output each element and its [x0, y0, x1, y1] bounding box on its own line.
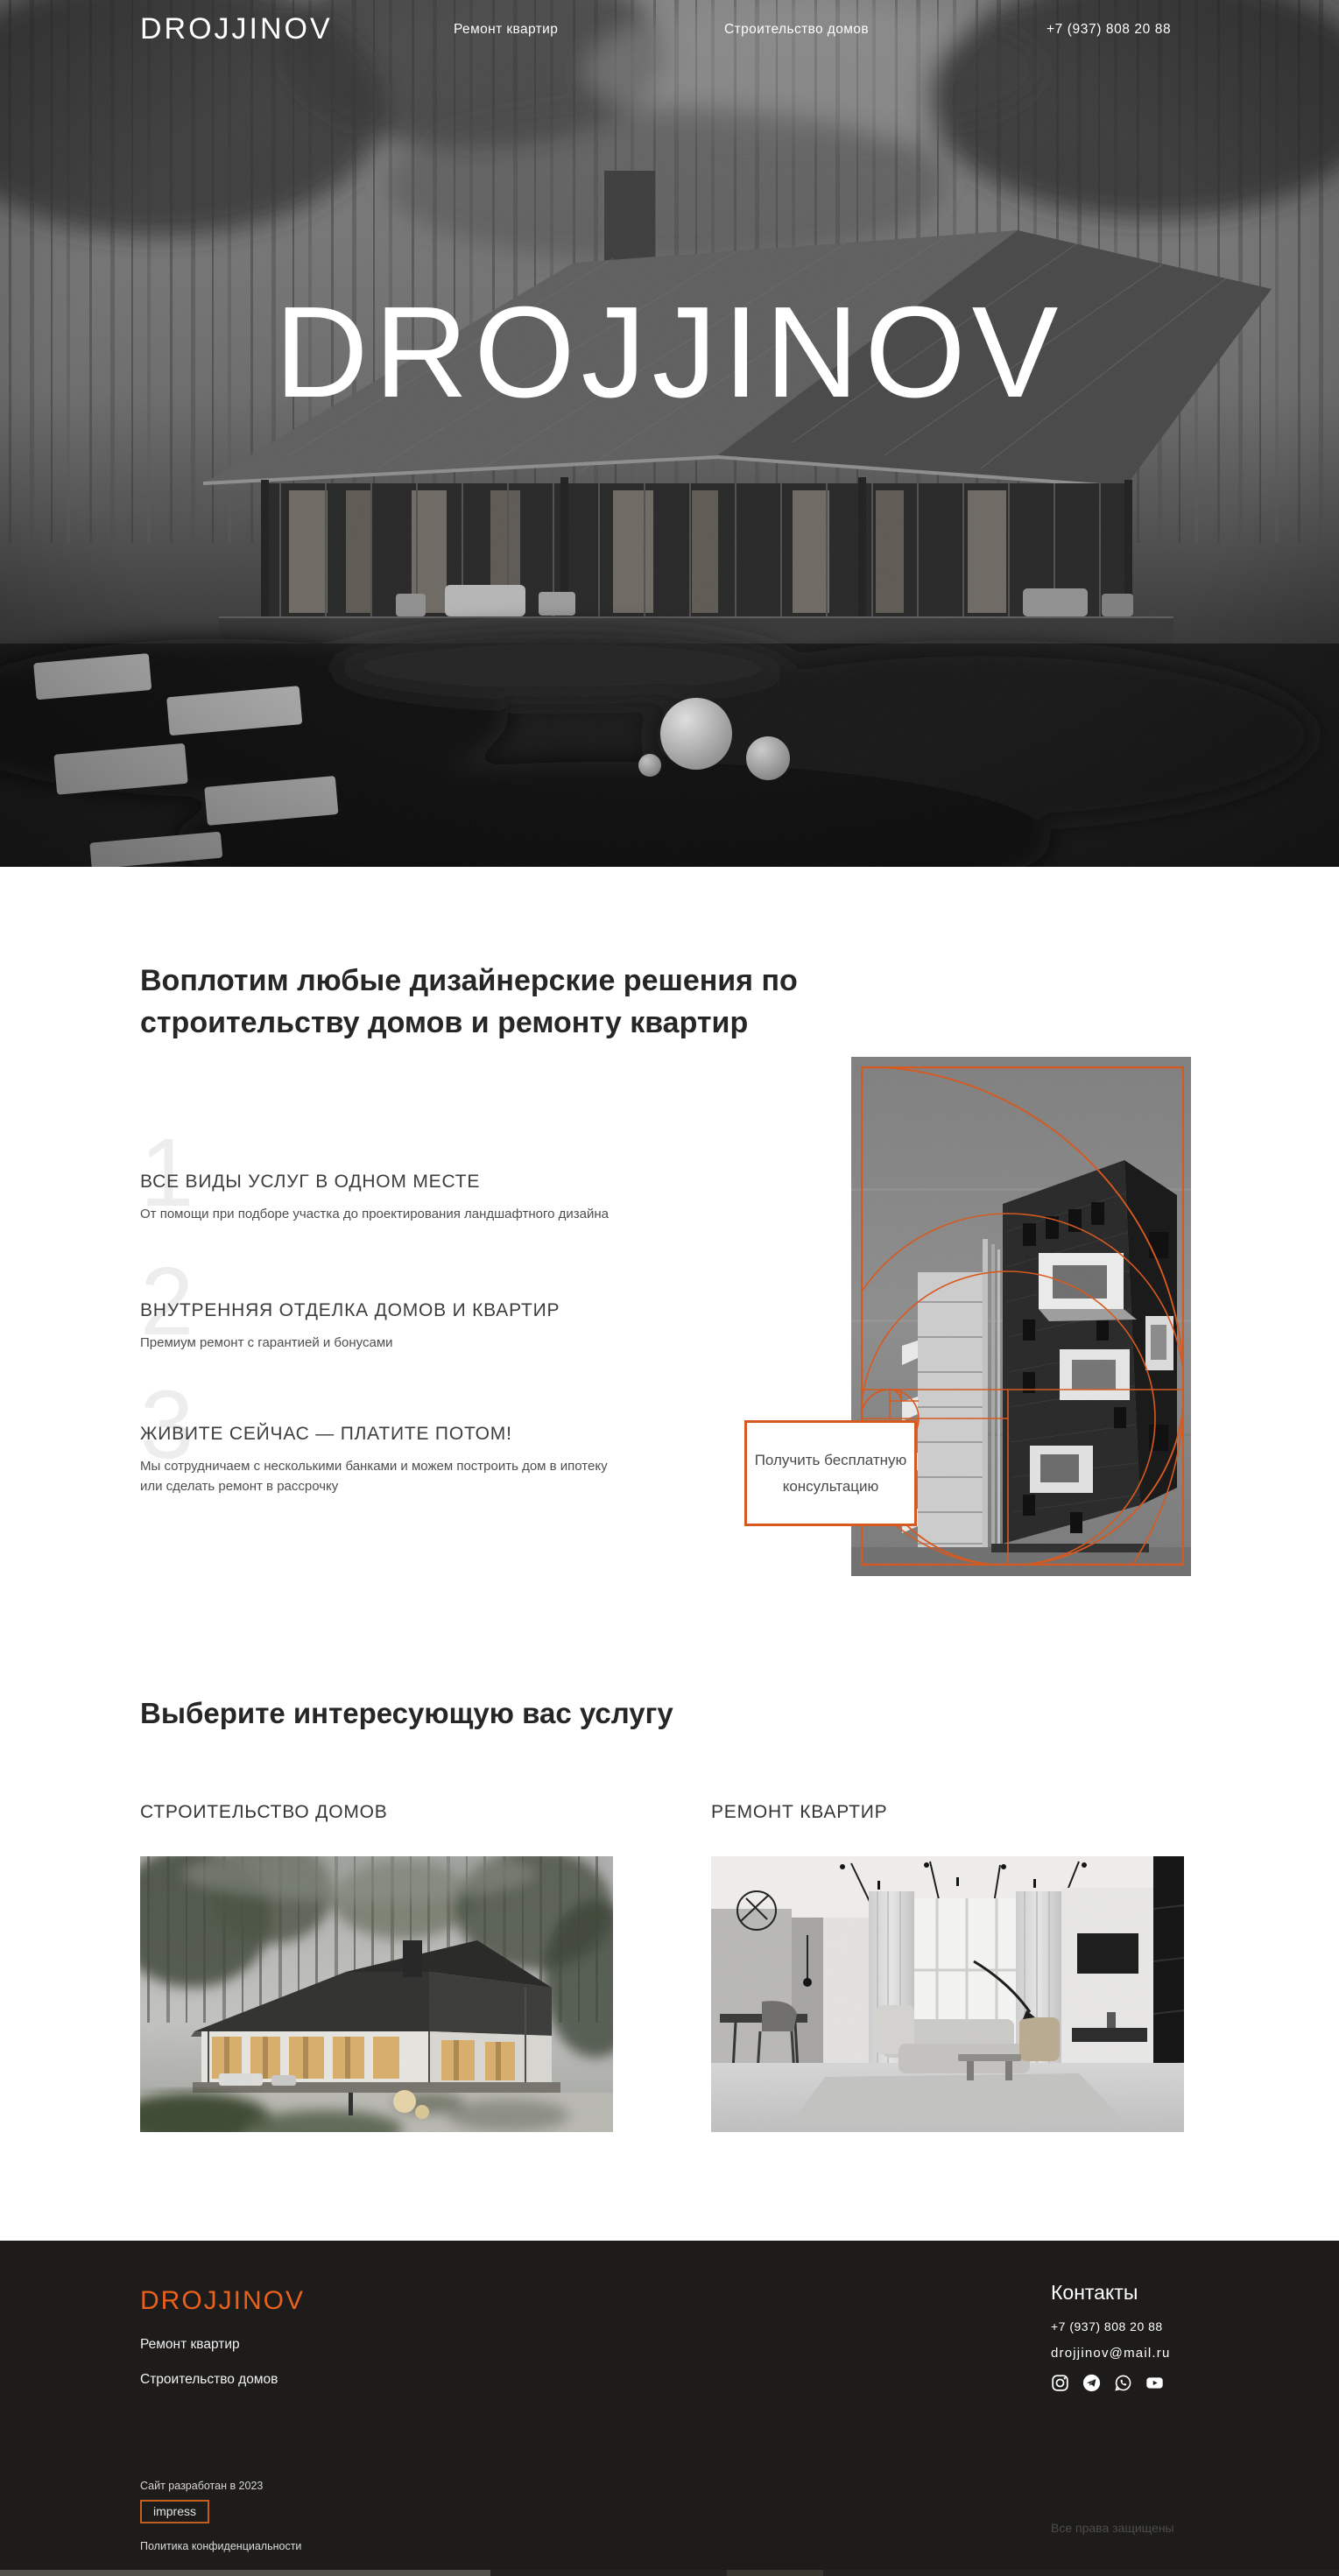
- feature-text: Премиум ремонт с гарантией и бонусами: [140, 1335, 393, 1350]
- scrollbar-thumb[interactable]: [0, 2570, 490, 2576]
- feature-text: От помощи при подборе участка до проектирования ландшафтного дизайна: [140, 1207, 610, 1221]
- privacy-policy-link[interactable]: Политика конфиденциальности: [140, 2540, 302, 2552]
- hero-title: DROJJINOV: [274, 280, 1065, 425]
- scrollbar-segment: [727, 2570, 823, 2576]
- service-card-label-remont[interactable]: РЕМОНТ КВАРТИР: [711, 1802, 888, 1822]
- telegram-icon[interactable]: [1082, 2374, 1101, 2392]
- youtube-icon[interactable]: [1145, 2374, 1164, 2392]
- footer: [0, 2241, 1339, 2576]
- header: [0, 0, 1339, 61]
- header-phone[interactable]: +7 (937) 808 20 88: [1047, 22, 1172, 37]
- horizontal-scrollbar[interactable]: [0, 2570, 1339, 2576]
- rights-text: Все права защищены: [1051, 2521, 1174, 2535]
- footer-link-remont[interactable]: Ремонт квартир: [140, 2337, 240, 2352]
- footer-developed-text: Сайт разработан в 2023: [140, 2480, 264, 2492]
- feature-title: ЖИВИТЕ СЕЙЧАС — ПЛАТИТЕ ПОТОМ!: [140, 1424, 512, 1444]
- service-card-label-stroitelstvo[interactable]: СТРОИТЕЛЬСТВО ДОМОВ: [140, 1802, 388, 1822]
- feature-number: 2: [140, 1248, 194, 1355]
- footer-social-icons: [1051, 2374, 1164, 2392]
- header-logo: DROJJINOV: [140, 12, 333, 46]
- feature-text: Мы сотрудничаем с несколькими банками и можем построить дом в ипотеку или сделать ремонт в рассрочку: [140, 1459, 608, 1494]
- footer-contacts-heading: Контакты: [1051, 2281, 1138, 2304]
- nav-link-remont[interactable]: Ремонт квартир: [454, 22, 559, 37]
- footer-phone[interactable]: +7 (937) 808 20 88: [1051, 2319, 1163, 2333]
- instagram-icon[interactable]: [1051, 2374, 1069, 2392]
- nav-link-stroy[interactable]: Строительство домов: [724, 22, 869, 37]
- service-card-house-photo[interactable]: [140, 1856, 613, 2132]
- footer-link-stroy[interactable]: Строительство домов: [140, 2372, 278, 2387]
- hero-house-image: [0, 0, 1339, 867]
- feature-item: [140, 1119, 701, 1227]
- free-consultation-button[interactable]: Получить бесплатную консультацию: [744, 1420, 917, 1526]
- whatsapp-icon[interactable]: [1114, 2374, 1132, 2392]
- impress-badge[interactable]: impress: [140, 2500, 209, 2523]
- service-card-interior-photo[interactable]: [711, 1856, 1184, 2132]
- footer-logo: DROJJINOV: [140, 2286, 306, 2315]
- feature-item: [140, 1248, 701, 1355]
- hero-section: [0, 0, 1339, 867]
- feature-number: 3: [140, 1371, 194, 1479]
- footer-email[interactable]: drojjinov@mail.ru: [1051, 2346, 1171, 2361]
- intro-heading: Воплотим любые дизайнерские решения по строительству домов и ремонту квартир: [140, 964, 798, 1039]
- feature-item: [140, 1371, 701, 1496]
- services-heading: Выберите интересующую вас услугу: [140, 1697, 673, 1729]
- feature-title: ВСЕ ВИДЫ УСЛУГ В ОДНОМ МЕСТЕ: [140, 1172, 481, 1192]
- feature-number: 1: [140, 1119, 194, 1227]
- feature-title: ВНУТРЕННЯЯ ОТДЕЛКА ДОМОВ И КВАРТИР: [140, 1300, 560, 1320]
